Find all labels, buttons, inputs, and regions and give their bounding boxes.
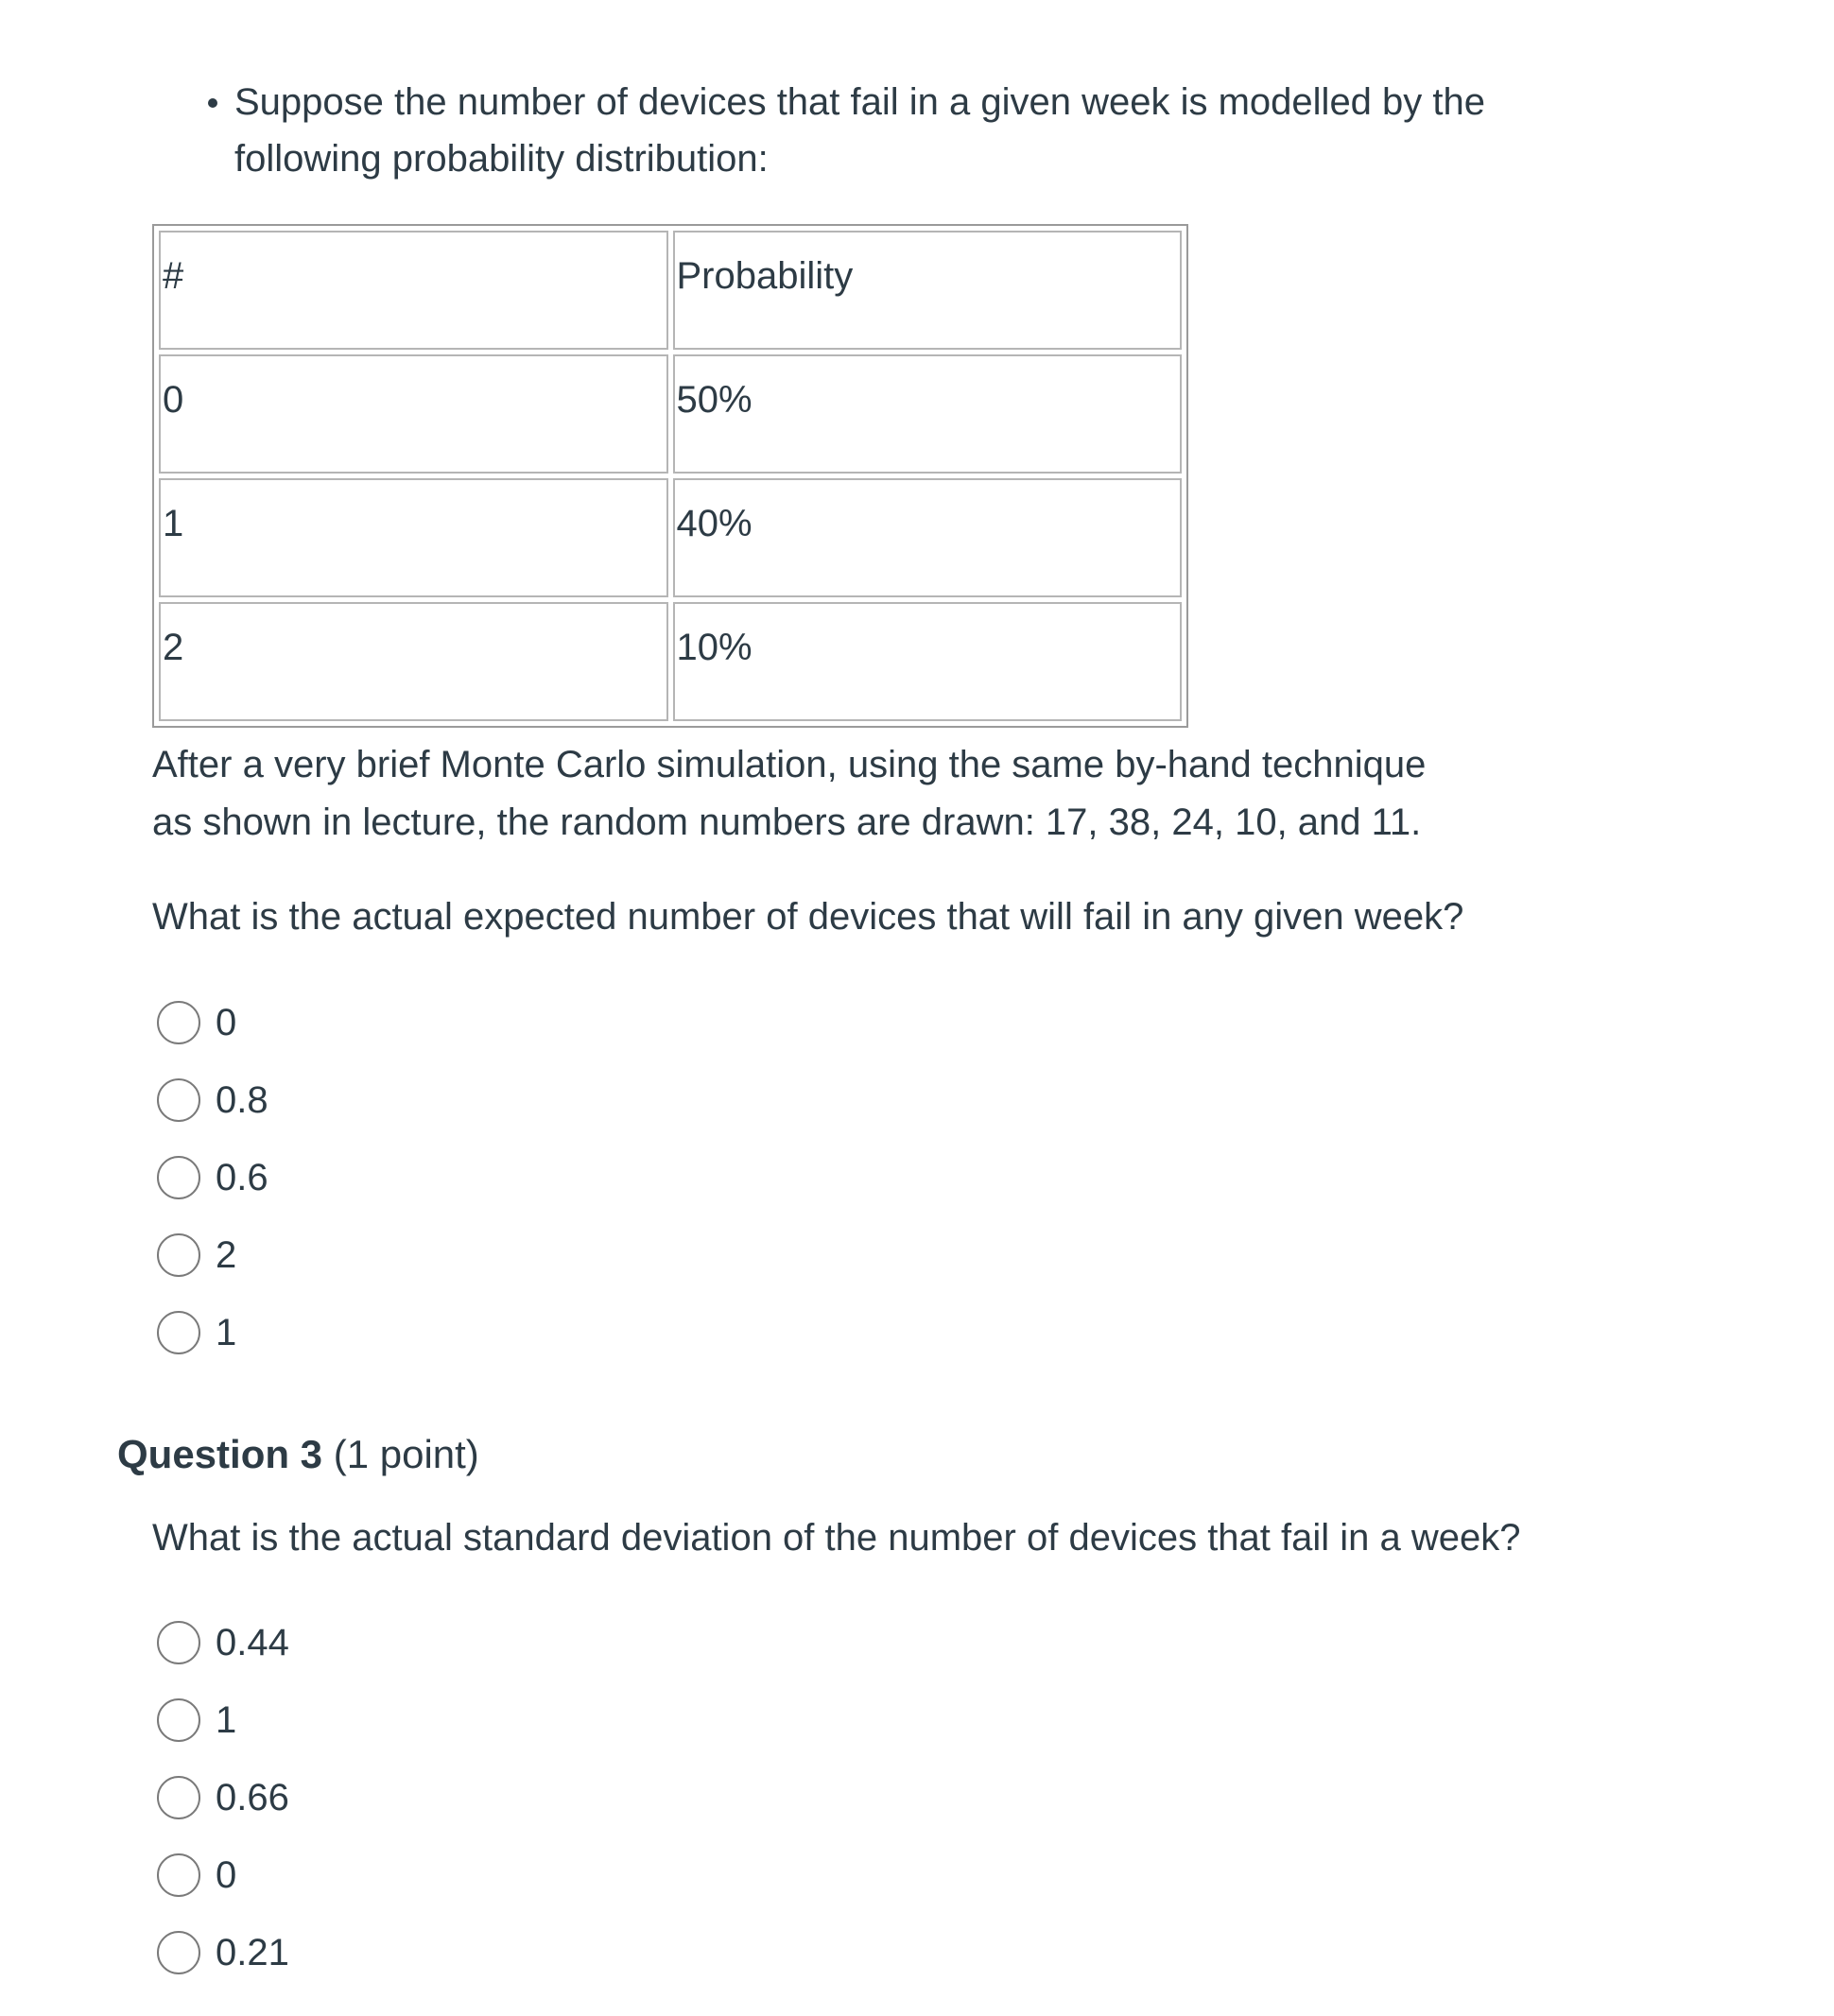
cell-count: 1 <box>159 478 668 597</box>
question2-options <box>157 984 268 1371</box>
question3-prompt: What is the actual standard deviation of the number of devices that fail in a week? <box>152 1517 1521 1559</box>
option-label: 0.21 <box>216 1931 289 1973</box>
option-label: 1 <box>216 1311 237 1353</box>
radio-button-icon[interactable] <box>157 1698 200 1742</box>
intro-line-1: Suppose the number of devices that fail in a given week is modelled by the <box>234 81 1486 123</box>
radio-button-icon[interactable] <box>157 1001 200 1044</box>
radio-button-icon[interactable] <box>157 1853 200 1897</box>
question3-title: Question 3 <box>117 1432 323 1476</box>
answer-option[interactable] <box>157 1836 289 1914</box>
answer-option[interactable] <box>157 1294 268 1371</box>
table-row <box>159 602 1182 721</box>
option-label: 2 <box>216 1233 237 1276</box>
option-label: 0.6 <box>216 1156 268 1198</box>
cell-probability: 10% <box>673 602 1183 721</box>
cell-count: 0 <box>159 354 668 474</box>
radio-button-icon[interactable] <box>157 1621 200 1664</box>
radio-button-icon[interactable] <box>157 1078 200 1122</box>
question2-prompt: What is the actual expected number of devices that will fail in any given week? <box>152 896 1464 938</box>
radio-button-icon[interactable] <box>157 1156 200 1199</box>
cell-probability: 50% <box>673 354 1183 474</box>
answer-option[interactable] <box>157 1759 289 1836</box>
cell-probability: 40% <box>673 478 1183 597</box>
simulation-line-1: After a very brief Monte Carlo simulation, using the same by-hand technique <box>152 744 1427 785</box>
question3-header <box>117 1432 479 1477</box>
radio-button-icon[interactable] <box>157 1931 200 1974</box>
answer-option[interactable] <box>157 1681 289 1759</box>
bullet-dot-icon <box>208 98 217 108</box>
question3-options <box>157 1604 289 1991</box>
answer-option[interactable] <box>157 984 268 1061</box>
option-label: 0.8 <box>216 1078 268 1121</box>
answer-option[interactable] <box>157 1061 268 1139</box>
probability-table <box>152 224 1188 728</box>
radio-button-icon[interactable] <box>157 1233 200 1277</box>
answer-option[interactable] <box>157 1914 289 1991</box>
radio-button-icon[interactable] <box>157 1776 200 1819</box>
option-label: 0 <box>216 1001 237 1043</box>
intro-bullet <box>234 74 1652 187</box>
answer-option[interactable] <box>157 1216 268 1294</box>
answer-option[interactable] <box>157 1139 268 1216</box>
answer-option[interactable] <box>157 1604 289 1681</box>
option-label: 0.44 <box>216 1621 289 1663</box>
option-label: 0.66 <box>216 1776 289 1818</box>
cell-count: 2 <box>159 602 668 721</box>
table-header-row <box>159 231 1182 350</box>
simulation-line-2: as shown in lecture, the random numbers are drawn: 17, 38, 24, 10, and 11. <box>152 801 1422 843</box>
header-probability: Probability <box>673 231 1183 350</box>
option-label: 0 <box>216 1853 237 1896</box>
radio-button-icon[interactable] <box>157 1311 200 1354</box>
table-row <box>159 478 1182 597</box>
table-row <box>159 354 1182 474</box>
question3-points: (1 point) <box>333 1432 479 1476</box>
option-label: 1 <box>216 1698 237 1741</box>
simulation-text <box>152 736 1665 852</box>
header-number: # <box>159 231 668 350</box>
intro-line-2: following probability distribution: <box>234 138 769 180</box>
